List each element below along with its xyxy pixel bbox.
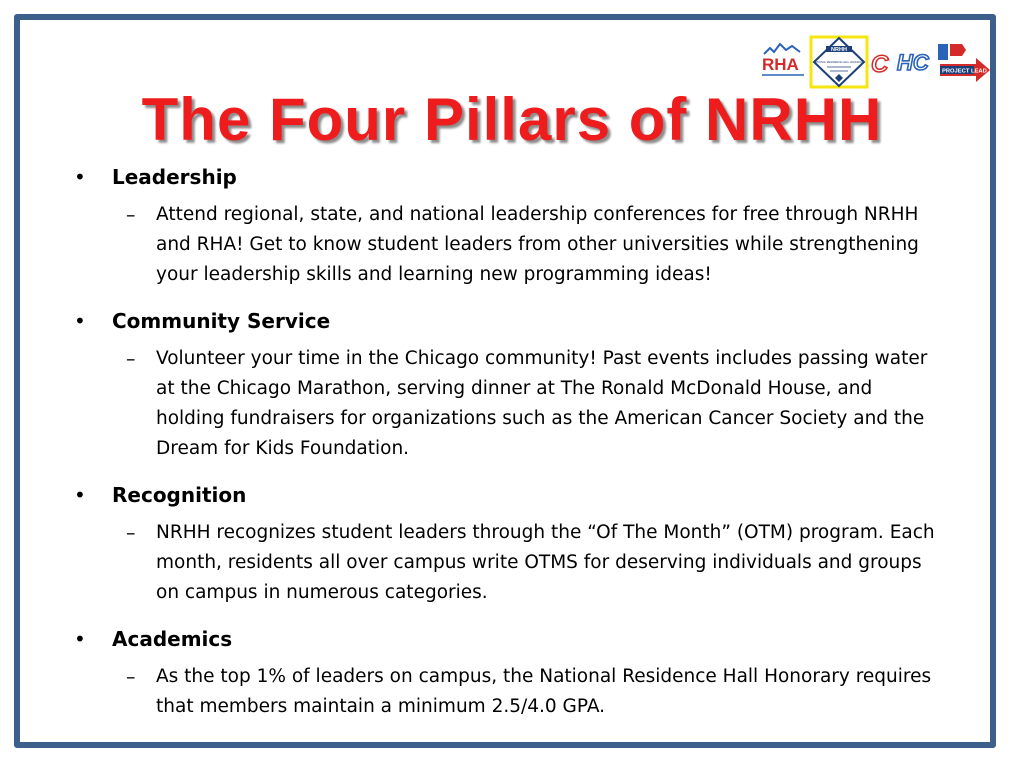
bullet-icon: • [74,165,86,189]
c-logo-text: C [871,51,889,78]
pillar-heading: Recognition [112,483,247,507]
pillar-description: Attend regional, state, and national leadership conferences for free through NRHH and RHA! Get to know student leaders from other universities while strengthening your leadership skills and learning new programming ideas! [156,204,919,285]
pillar-heading: Academics [112,627,233,651]
bullet-icon: • [74,483,86,507]
bullet-icon: • [74,627,86,651]
dash-icon: – [126,348,136,370]
pillar-leadership [74,162,974,290]
pillar-description: As the top 1% of leaders on campus, the National Residence Hall Honorary requires that members maintain a minimum 2.5/4.0 GPA. [156,666,932,717]
bullet-icon: • [74,309,86,333]
nrhh-logo-subtext: NATIONAL RESIDENCE HALL HONORARY [813,61,865,64]
project-lead-text: PROJECT LEAD [942,68,987,75]
pillars-list [74,162,974,738]
hc-logo-text: HC [897,50,929,75]
project-lead-logo [936,40,992,84]
pillar-heading: Community Service [112,309,331,333]
pillar-community-service [74,306,974,464]
pillar-academics [74,624,974,722]
rha-logo-text: RHA [762,55,799,74]
slide-title: The Four Pillars of NRHH [141,86,883,153]
pillar-heading: Leadership [112,165,237,189]
nrhh-logo-text: NRHH [831,47,847,53]
pillar-description: NRHH recognizes student leaders through the “Of The Month” (OTM) program. Each month, residents all over campus write OTMS for deserving individuals and groups on campus in numerous categories. [156,522,935,603]
dash-icon: – [126,666,136,688]
rha-logo [760,40,808,80]
pillar-description: Volunteer your time in the Chicago community! Past events includes passing water at the Chicago Marathon, serving dinner at The Ronald McDonald House, and holding fundraisers for organizations such as the American Cancer Society and the Dream for Kids Foundation. [156,348,928,459]
c-logo [870,48,892,78]
dash-icon: – [126,204,136,226]
hc-logo [896,46,936,78]
dash-icon: – [126,522,136,544]
pillar-recognition [74,480,974,608]
